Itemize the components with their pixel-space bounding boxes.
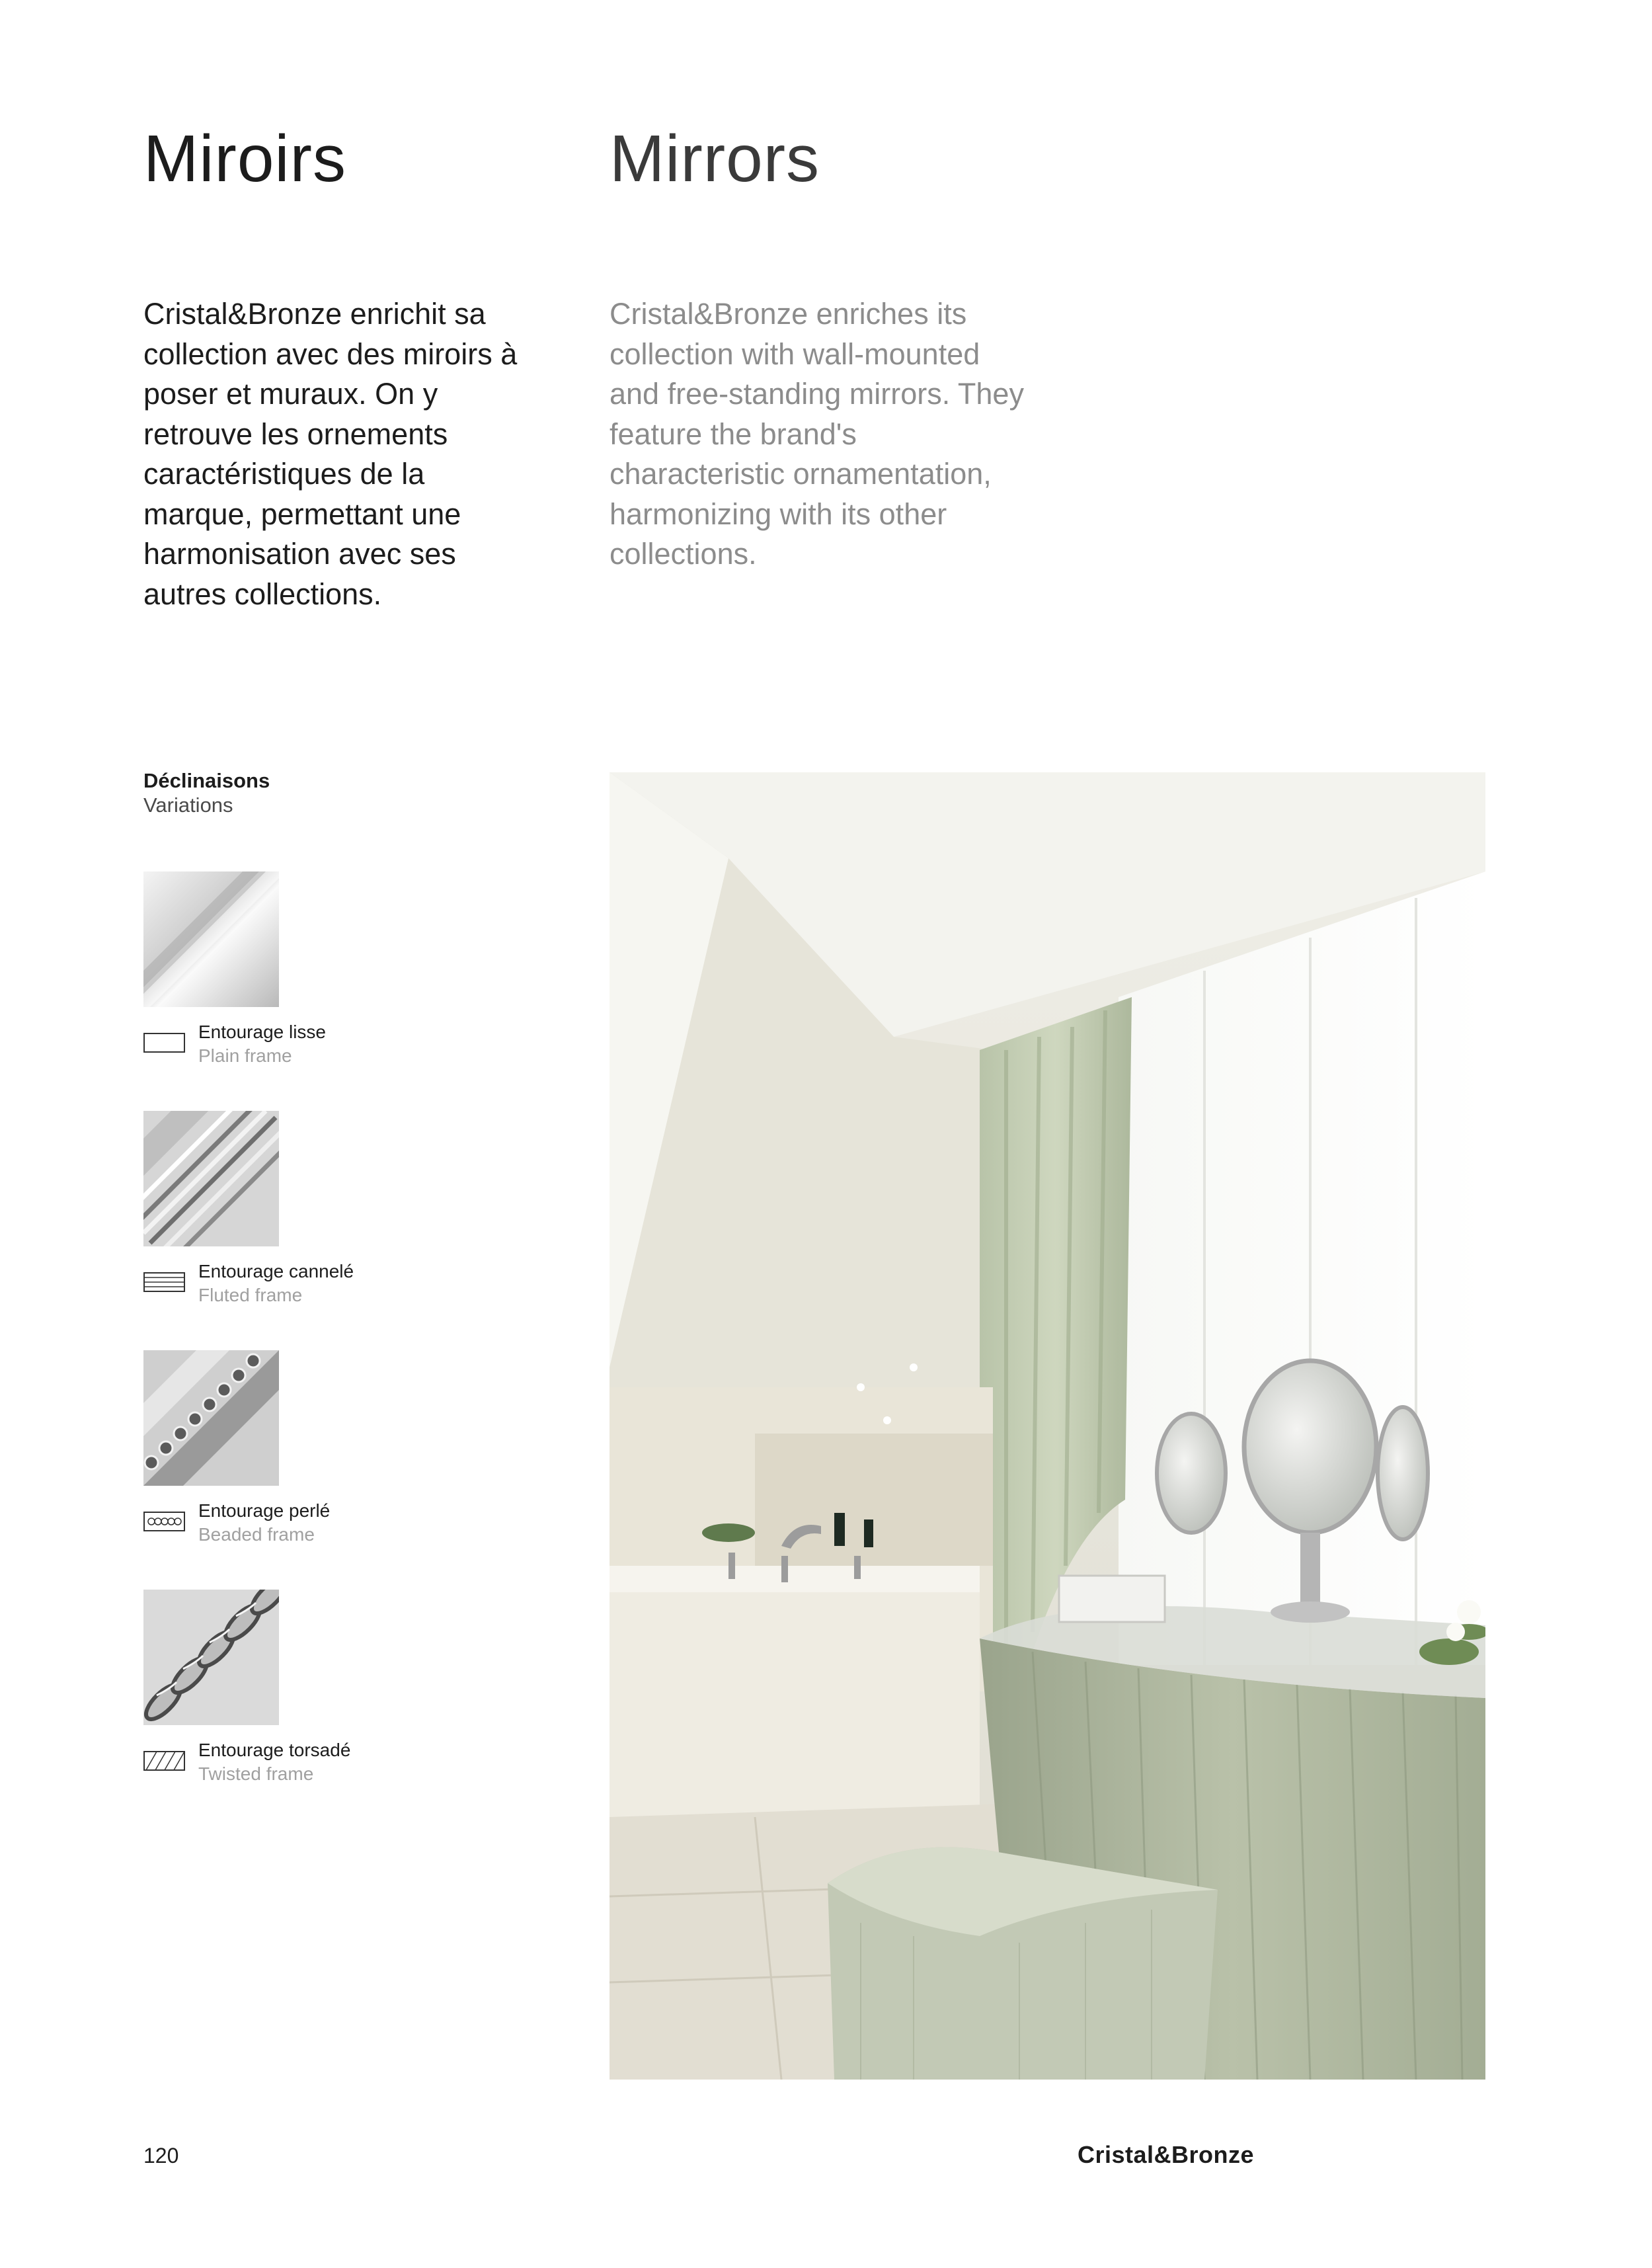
variation-label-en: Beaded frame [198,1524,315,1545]
beaded-frame-swatch [143,1350,279,1486]
interior-photo [610,772,1485,2080]
page-number: 120 [143,2144,179,2167]
variation-label-fr: Entourage lisse [198,1022,327,1042]
variation-label-fr: Entourage torsadé [198,1740,351,1760]
plain-frame-swatch [143,871,279,1007]
variation-item-beaded [143,1350,421,1562]
plain-frame-icon [143,1033,185,1053]
twisted-frame-swatch [143,1590,279,1725]
fluted-frame-icon [143,1272,185,1292]
brand-footer: Cristal&Bronze [1078,2141,1255,2168]
variations-heading-en: Variations [143,793,233,817]
page-title-fr: Miroirs [143,122,346,196]
variation-label-en: Fluted frame [198,1285,303,1305]
intro-text-en: Cristal&Bronze enriches its collection with wall-mounted and free-standing mirrors. They feature the brand's characteristic ornamentation, harmonizing with its other collections. [610,297,1024,571]
intro-text-fr: Cristal&Bronze enrichit sa collection avec des miroirs à poser et muraux. On y retrouve les ornements caractéristiques de la marque, permettant une harmonisation avec ses autres collections. [143,297,518,611]
beaded-frame-icon [143,1512,185,1531]
variation-item-plain [143,871,421,1083]
fluted-frame-swatch [143,1111,279,1246]
page-title-en: Mirrors [610,122,820,196]
twisted-frame-icon [143,1751,185,1771]
variation-label-fr: Entourage cannelé [198,1261,354,1281]
variation-item-twisted [143,1590,421,1801]
variation-label-en: Twisted frame [198,1763,314,1784]
variation-item-fluted [143,1111,421,1322]
variation-label-en: Plain frame [198,1045,292,1066]
variation-label-fr: Entourage perlé [198,1500,331,1521]
variations-heading [143,768,270,817]
variations-heading-fr: Déclinaisons [143,769,270,792]
